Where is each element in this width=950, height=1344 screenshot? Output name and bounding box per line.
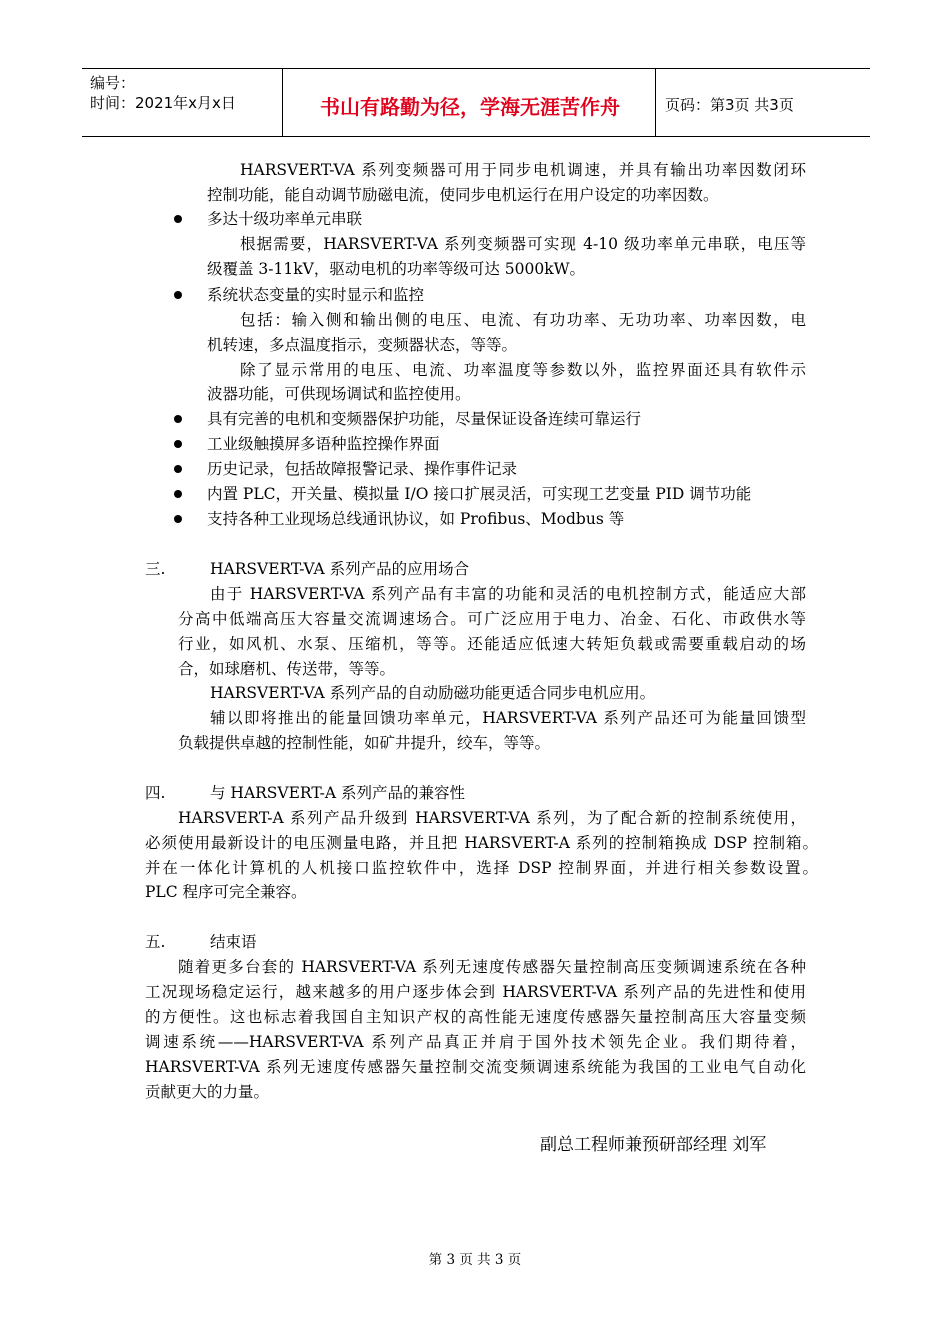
text-line: 多达十级功率单元串联 [207,210,363,228]
text-line: 级覆盖 3-11kV，驱动电机的功率等级可达 5000kW。 [207,260,586,278]
text-line: 并在一体化计算机的人机接口监控软件中，选择 DSP 控制界面，并进行相关参数设置。 [145,859,818,877]
signature: 副总工程师兼预研部经理 刘军 [540,1135,767,1155]
text-line: 五. [145,933,166,951]
text-line: 工业级触摸屏多语种监控操作界面 [207,435,440,453]
bullet-icon [174,515,182,523]
page-header [82,68,870,137]
document-number-label: 编号： [90,74,136,92]
text-line: 系统状态变量的实时显示和监控 [207,286,425,304]
text-line: 调速系统——HARSVERT-VA 系列产品真正并肩于国外技术领先企业。我们期待着， [145,1033,806,1051]
header-divider [282,69,283,136]
text-line: HARSVERT-A 系列产品升级到 HARSVERT-VA 系列，为了配合新的控制系统使用， [178,809,806,827]
text-line: 历史记录，包括故障报警记录、操作事件记录 [207,460,518,478]
bullet-icon [174,490,182,498]
text-line: 辅以即将推出的能量回馈功率单元，HARSVERT-VA 系列产品还可为能量回馈型 [210,709,806,727]
text-line: 机转速，多点温度指示，变频器状态，等等。 [207,336,518,354]
header-meta [90,73,236,113]
bullet-icon [174,415,182,423]
text-line: 随着更多台套的 HARSVERT-VA 系列无速度传感器矢量控制高压变频调速系统在各种 [178,958,806,976]
text-line: HARSVERT-VA 系列变频器可用于同步电机调速，并具有输出功率因数闭环 [240,161,806,179]
text-line: 除了显示常用的电压、电流、功率温度等参数以外，监控界面还具有软件示 [240,361,806,379]
text-line: HARSVERT-VA 系列产品的自动励磁功能更适合同步电机应用。 [210,684,656,702]
text-line: 具有完善的电机和变频器保护功能，尽量保证设备连续可靠运行 [207,410,642,428]
text-line: 支持各种工业现场总线通讯协议，如 Profibus、Modbus 等 [207,510,625,528]
bullet-icon [174,215,182,223]
text-line: 必须使用最新设计的电压测量电路，并且把 HARSVERT-A 系列的控制箱换成 DSP 控制箱。 [145,834,818,852]
text-line: PLC 程序可完全兼容。 [145,883,307,901]
text-line: 贡献更大的力量。 [145,1083,270,1101]
text-line: HARSVERT-VA 系列无速度传感器矢量控制交流变频调速系统能为我国的工业电气自动化 [145,1058,806,1076]
text-line: 四. [145,784,166,802]
header-divider [655,69,656,136]
document-time-label: 时间：2021年x月x日 [90,94,236,112]
text-line: 三. [145,560,166,578]
page-footer: 第 3 页 共 3 页 [428,1252,522,1268]
bullet-icon [174,291,182,299]
text-line: 与 HARSVERT-A 系列产品的兼容性 [210,784,466,802]
text-line: 合，如球磨机、传送带，等等。 [178,660,396,678]
header-page-label: 页码：第3页 共3页 [665,96,794,114]
text-line: 的方便性。这也标志着我国自主知识产权的高性能无速度传感器矢量控制高压大容量变频 [145,1008,806,1026]
text-line: 分高中低端高压大容量交流调速场合。可广泛应用于电力、冶金、石化、市政供水等 [178,610,806,628]
text-line: 根据需要，HARSVERT-VA 系列变频器可实现 4-10 级功率单元串联，电压等 [240,235,806,253]
text-line: 波器功能，可供现场调试和监控使用。 [207,385,471,403]
header-motto: 书山有路勤为径，学海无涯苦作舟 [320,95,620,119]
text-line: 工况现场稳定运行，越来越多的用户逐步体会到 HARSVERT-VA 系列产品的先进性和使用 [145,983,806,1001]
text-line: 结束语 [210,933,257,951]
text-line: 由于 HARSVERT-VA 系列产品有丰富的功能和灵活的电机控制方式，能适应大部 [210,585,806,603]
bullet-icon [174,465,182,473]
text-line: 行业，如风机、水泵、压缩机，等等。还能适应低速大转矩负载或需要重载启动的场 [178,635,806,653]
text-line: 控制功能，能自动调节励磁电流，使同步电机运行在用户设定的功率因数。 [207,186,719,204]
text-line: 负载提供卓越的控制性能，如矿井提升，绞车，等等。 [178,734,551,752]
text-line: HARSVERT-VA 系列产品的应用场合 [210,560,470,578]
bullet-icon [174,440,182,448]
text-line: 包括：输入侧和输出侧的电压、电流、有功功率、无功功率、功率因数，电 [240,311,806,329]
text-line: 内置 PLC，开关量、模拟量 I/O 接口扩展灵活，可实现工艺变量 PID 调节功能 [207,485,752,503]
